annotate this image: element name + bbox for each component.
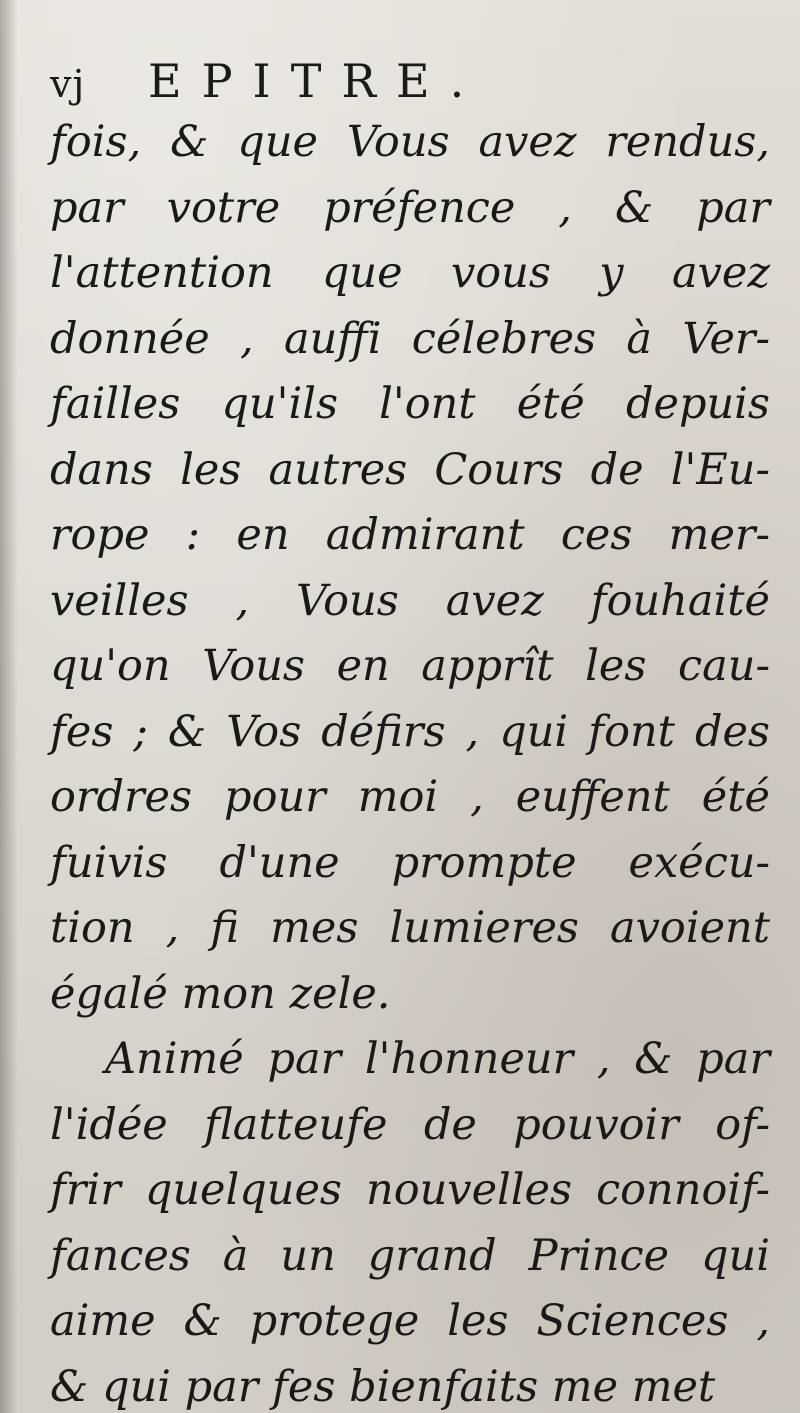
text-line: par votre préfence , & par	[50, 182, 770, 233]
text-line: dans les autres Cours de l'Eu-	[50, 444, 770, 495]
text-line: frir quelques nouvelles connoif-	[50, 1165, 770, 1215]
running-title: EPITRE.	[148, 54, 485, 108]
text-line: Animé par l'honneur , & par	[105, 1034, 770, 1084]
page-gutter-shadow	[0, 0, 18, 1413]
text-line: & qui par fes bienfaits me met	[50, 1361, 716, 1412]
text-line: l'attention que vous y avez	[50, 248, 770, 298]
text-line: donnée , auffi célebres à Ver-	[50, 313, 770, 364]
text-line: aime & protege les Sciences ,	[50, 1296, 770, 1346]
page-number: vj	[50, 62, 86, 106]
text-line: failles qu'ils l'ont été depuis	[50, 379, 770, 429]
text-line: fes ; & Vos défirs , qui font des	[50, 706, 770, 757]
text-line: tion , fi mes lumieres avoient	[50, 903, 770, 953]
text-line: égalé mon zele.	[50, 968, 391, 1019]
body-text	[50, 110, 770, 1413]
text-line: veilles , Vous avez fouhaité	[50, 575, 770, 626]
text-line: qu'on Vous en apprît les cau-	[50, 641, 770, 691]
text-line: fois, & que Vous avez rendus,	[50, 117, 770, 167]
text-line: l'idée flatteufe de pouvoir of-	[50, 1099, 770, 1150]
text-line: fuivis d'une prompte exécu-	[50, 837, 770, 888]
text-line: fances à un grand Prince qui	[50, 1230, 770, 1281]
text-line: ordres pour moi , euffent été	[50, 772, 770, 822]
text-line: rope : en admirant ces mer-	[50, 510, 770, 560]
